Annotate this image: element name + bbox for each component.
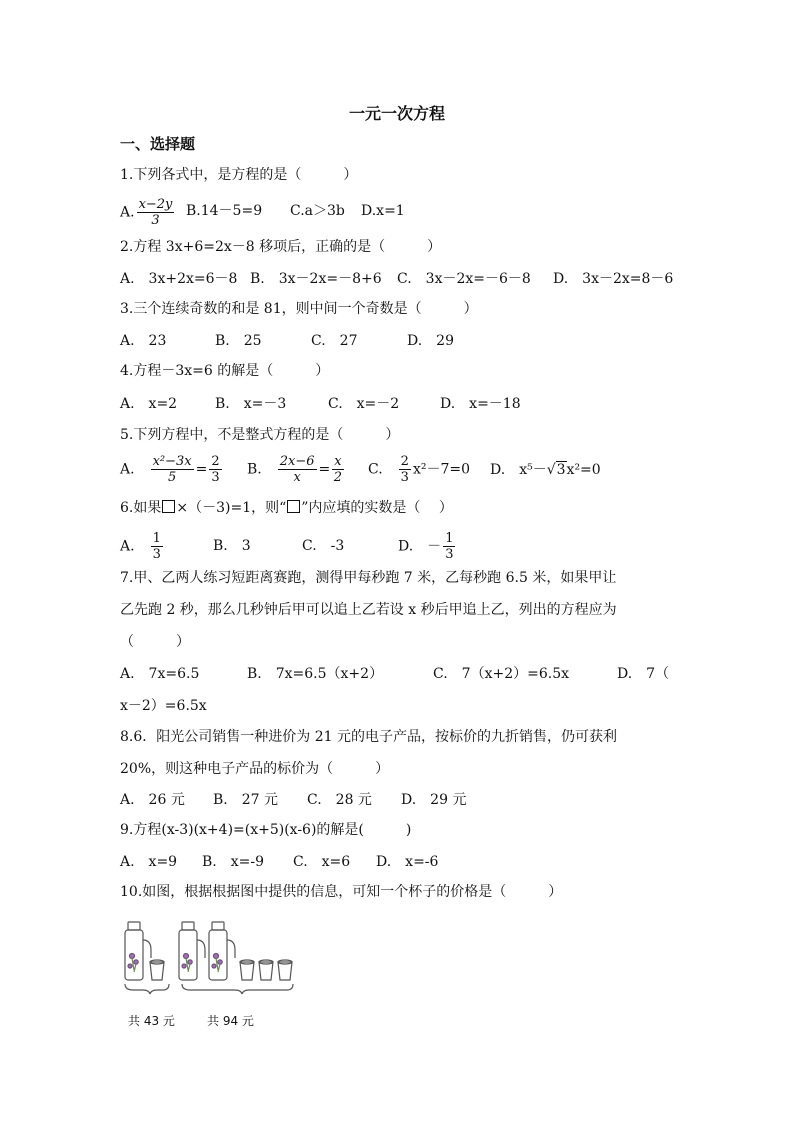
thermos-icon: [209, 922, 235, 980]
q6-option-b: B. 3: [213, 538, 251, 554]
q1-stem: 1.下列各式中，是方程的是（ ）: [120, 167, 358, 183]
blank-box: [162, 500, 175, 513]
q3-option-d: D. 29: [407, 333, 454, 349]
q9-option-c: C. x=6: [293, 854, 351, 870]
q3-option-b: B. 25: [215, 333, 262, 349]
q6-stem: 6.如果 ×（－3)=1，则“ ”内应填的实数是（ ）: [120, 500, 453, 516]
q7-option-d: D. 7（: [617, 666, 670, 682]
q6-option-c: C. -3: [302, 538, 345, 554]
q7-option-b: B. 7x=6.5（x+2）: [247, 666, 384, 682]
q9-option-a: A. x=9: [120, 854, 178, 870]
q6-option-d: D. － $\frac{1}{3}$: [398, 531, 454, 562]
q7-option-c: C. 7（x+2）=6.5x: [433, 666, 569, 682]
q2-stem: 2.方程 3x+6=2x－8 移项后，正确的是（ ）: [120, 239, 442, 255]
q5-option-c: C. $\frac{2}{3}$ x²－7=0: [368, 454, 471, 485]
q7-stem-line2: 乙先跑 2 秒，那么几秒钟后甲可以追上乙若设 x 秒后甲追上乙，列出的方程应为: [120, 602, 617, 618]
q5-option-d: D. x⁵－√3x²=0: [490, 462, 601, 478]
q8-option-a: A. 26 元: [120, 792, 185, 808]
q7-option-d-continued: x－2）=6.5x: [120, 698, 207, 714]
q3-option-c: C. 27: [311, 333, 358, 349]
blank-box: [287, 500, 300, 513]
cup-icon: [259, 960, 273, 980]
q9-stem: 9.方程(x-3)(x+4)=(x+5)(x-6)的解是( ): [120, 822, 412, 838]
left-brace: [125, 984, 169, 994]
q6-option-a: A. $\frac{1}{3}$: [120, 531, 161, 562]
q8-stem-line1: 8.6．阳光公司销售一种进价为 21 元的电子产品，按标价的九折销售，仍可获利: [120, 729, 617, 745]
thermos-icon: [179, 922, 205, 980]
q8-option-c: C. 28 元: [307, 792, 372, 808]
q2-option-b: B. 3x－2x=－8+6: [250, 271, 382, 287]
q5-stem: 5.下列方程中，不是整式方程的是（ ）: [120, 427, 400, 443]
section-heading: 一、选择题: [120, 135, 196, 153]
q7-option-a: A. 7x=6.5: [120, 666, 200, 682]
q3-option-a: A. 23: [120, 333, 167, 349]
q7-stem-line3: （ ）: [120, 634, 190, 650]
q9-option-d: D. x=-6: [376, 854, 439, 870]
q1-option-d: D.x=1: [361, 203, 405, 219]
q10-stem: 10.如图，根据根据图中提供的信息，可知一个杯子的价格是（ ）: [120, 884, 563, 900]
q2-option-d: D. 3x－2x=8－6: [553, 271, 674, 287]
q3-stem: 3.三个连续奇数的和是 81，则中间一个奇数是（ ）: [120, 301, 478, 317]
q2-option-a: A. 3x+2x=6－8: [120, 271, 238, 287]
thermos-icon: [125, 922, 151, 980]
page-title: 一元一次方程: [348, 104, 445, 123]
right-brace: [182, 984, 293, 994]
q9-option-b: B. x=-9: [202, 854, 265, 870]
q4-option-c: C. x=－2: [328, 396, 400, 412]
cup-icon: [240, 960, 254, 980]
q5-option-b: B. $\frac{2x-6}{x}$ = $\frac{x}{2}$: [247, 454, 343, 485]
cup-icon: [278, 960, 292, 980]
cup-icon: [150, 960, 164, 980]
q1-option-b: B.14－5=9: [186, 203, 263, 219]
q8-option-b: B. 27 元: [213, 792, 279, 808]
q1-option-c: C.a＞3b: [290, 203, 345, 219]
q4-option-b: B. x=－3: [215, 396, 287, 412]
q4-option-a: A. x=2: [120, 396, 178, 412]
q7-stem-line1: 7.甲、乙两人练习短距离赛跑，测得甲每秒跑 7 米，乙每秒跑 6.5 米，如果甲让: [120, 570, 617, 586]
caption-total-94: 共 94 元: [207, 1014, 254, 1028]
caption-total-43: 共 43 元: [128, 1014, 175, 1028]
q4-option-d: D. x=－18: [440, 396, 521, 412]
q4-stem: 4.方程－3x=6 的解是（ ）: [120, 363, 330, 379]
q8-option-d: D. 29 元: [401, 792, 467, 808]
q5-option-a: A. $\frac{\text{x²−3x}}{5}$ = $\frac{2}{3}$: [120, 454, 220, 485]
q8-stem-line2: 20%，则这种电子产品的标价为（ ）: [120, 761, 390, 777]
q2-option-c: C. 3x－2x=－6－8: [397, 271, 531, 287]
q1-option-a: A. $\frac{x-2y}{3}$: [120, 197, 173, 228]
